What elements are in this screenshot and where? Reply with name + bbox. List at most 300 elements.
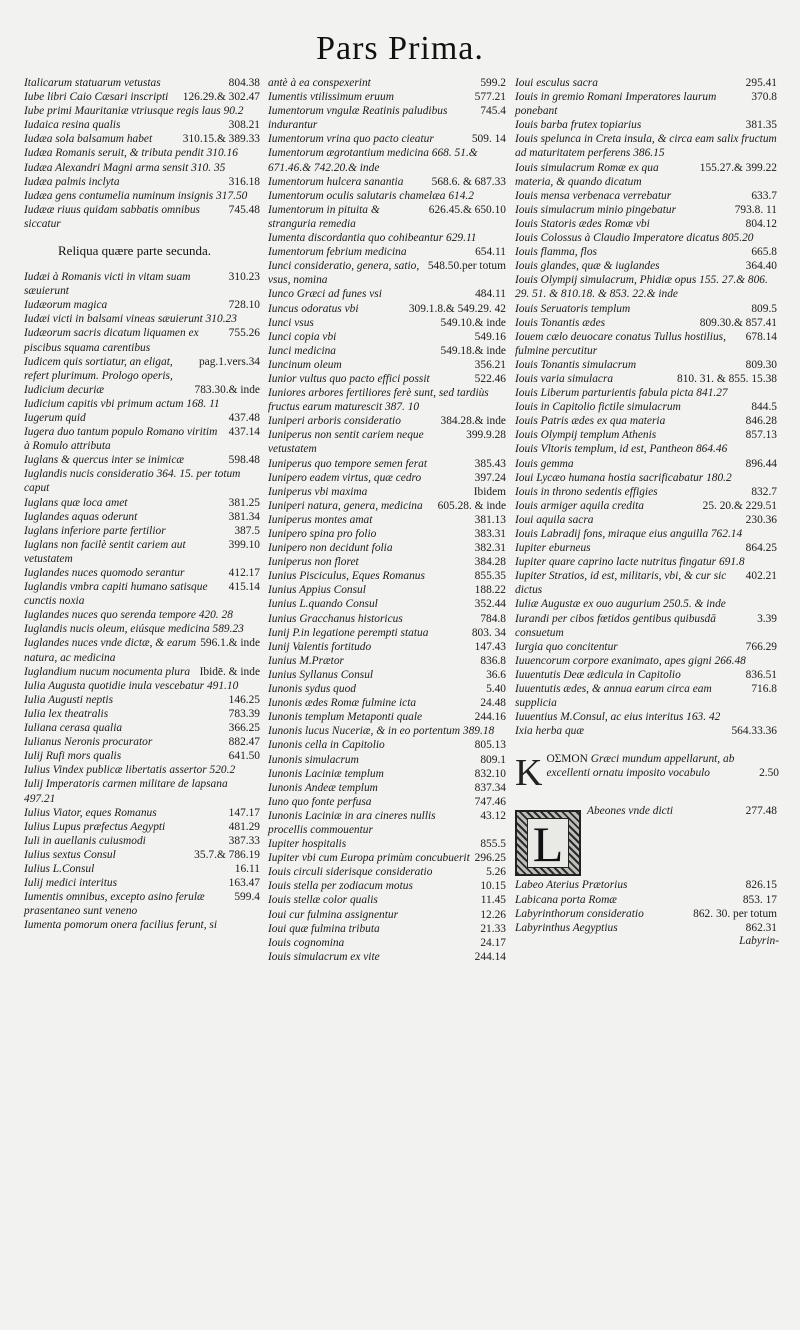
page-reference: 549.16 (474, 330, 506, 343)
index-entry (268, 372, 508, 386)
index-entry (268, 555, 508, 569)
entry-text: Iulius Vindex publicæ libertatis assertor 520.2 (24, 764, 236, 777)
page-reference: 836.51 (745, 668, 777, 681)
entry-text: Iuniperus montes amat (268, 513, 373, 526)
page-reference: 381.13 (474, 513, 506, 526)
index-entry (515, 442, 779, 456)
entry-text: Iouis Tonantis ædes (515, 316, 606, 329)
entry-text: Iunipero spina pro folio (268, 528, 377, 540)
entry-text: Iudæi victi in balsami vineas sæuierunt 310.23 (24, 313, 237, 326)
index-entry (268, 287, 508, 301)
entry-text: Iulij Rufi mors qualis (24, 750, 122, 763)
index-entry (24, 189, 262, 203)
index-entry (24, 622, 262, 636)
index-entry (268, 90, 508, 104)
entry-text: Iuniperus quo tempore semen ferat (268, 457, 428, 470)
page-reference: 370.8 (751, 91, 777, 104)
index-entry (268, 428, 508, 456)
index-entry (24, 355, 262, 383)
entry-text: Iouis mensa verbenaca verrebatur (515, 189, 672, 202)
index-entry (24, 665, 262, 679)
index-entry (24, 566, 262, 580)
entry-text: Iuniperi arboris consideratio (268, 415, 401, 428)
index-entry (24, 118, 262, 132)
index-column-3 (515, 76, 779, 947)
entry-text: Iudæa palmis inclyta (24, 175, 120, 188)
index-entry (24, 312, 262, 326)
page-reference: 633.7 (751, 189, 777, 202)
index-entry (515, 471, 779, 485)
entry-text: Iuglandis vmbra capiti humano satisque cunctis noxia (24, 581, 208, 608)
entry-text: Italicarum statuarum vetustas (24, 77, 161, 89)
entry-text: Abeones vnde dicti (587, 805, 674, 818)
index-entry (24, 820, 262, 834)
page-reference: 381.35 (745, 119, 777, 132)
index-entry (24, 538, 262, 566)
index-entry (268, 626, 508, 640)
entry-text: Iuuentius M.Consul, ac eius interitus 163. 42 (515, 711, 721, 724)
l-section (515, 804, 779, 946)
entry-text: Iuglans non facilè sentit cariem aut vetustatem (24, 538, 186, 565)
entry-text: Iuniperus non sentit cariem neque vetustatem (268, 429, 424, 456)
page-reference: 381.34 (228, 510, 260, 523)
page-reference: 296.25 (474, 852, 506, 865)
entry-text: Iouis Liberum parturientis fabula picta 841.27 (515, 387, 728, 400)
entry-text: Iuncinum oleum (268, 358, 342, 371)
page-reference: 803. 34 (471, 626, 506, 639)
entry-text: Iumentorum vrina quo pacto cieatur (268, 133, 434, 146)
page-reference: 397.24 (474, 471, 506, 484)
index-entry (515, 400, 779, 414)
page-reference: 3.39 (757, 612, 777, 625)
index-entry (515, 804, 779, 878)
page-reference: 599.2 (480, 77, 506, 89)
index-entry (515, 132, 779, 160)
page-reference: 665.8 (751, 246, 777, 259)
index-entry (24, 848, 262, 862)
index-entry (515, 358, 779, 372)
index-entry (515, 485, 779, 499)
index-entry (24, 132, 262, 146)
index-column-1 (24, 76, 262, 932)
index-entry (515, 76, 779, 90)
entry-text: Iouis varia simulacra (515, 372, 614, 385)
page-reference: 745.48 (228, 203, 260, 216)
index-entry (268, 612, 508, 626)
entry-text: Iumentorum hulcera sanantia (268, 175, 404, 188)
index-entry (24, 467, 262, 495)
page-reference: 244.14 (474, 950, 506, 963)
entry-text: Ioui Lycæo humana hostia sacrificabatur 180.2 (515, 471, 732, 484)
index-entry (268, 316, 508, 330)
index-entry (515, 893, 779, 907)
index-entry (268, 471, 508, 485)
index-entry (268, 795, 508, 809)
entry-text: Iumentis omnibus, excepto asino ferulæ prasentaneo sunt veneno (24, 891, 205, 918)
index-entry (515, 682, 779, 710)
entry-text: Iouis Labradij fons, miraque eius anguilla 762.14 (515, 528, 743, 540)
index-entry (268, 259, 508, 287)
page-reference: 146.25 (228, 693, 260, 706)
page-reference: 10.15 (480, 880, 506, 893)
index-entry (515, 386, 779, 400)
entry-text: Iugera duo tantum populo Romano viritim à Romulo attributa (24, 426, 218, 453)
page-reference: 599.4 (234, 891, 260, 904)
page-reference: 309.1.8.& 549.29. 42 (408, 302, 506, 315)
entry-text: Iouis simulacrum minio pingebatur (515, 203, 677, 216)
entry-text: Iouis armiger aquila credita (515, 499, 644, 512)
entry-text: Iunci medicina (268, 344, 337, 357)
entry-text: Iunij Valentis fortitudo (268, 640, 372, 653)
entry-text: Iuglandis nucis oleum, eiúsque medicina 589.23 (24, 623, 244, 636)
index-entry (24, 763, 262, 777)
page-reference: 366.25 (228, 722, 260, 735)
page-reference: 857.13 (745, 429, 777, 442)
page-reference: 5.40 (486, 683, 506, 696)
entry-text: Iouis simulacrum Romæ ex qua materia, & quando dicatum (515, 161, 659, 188)
entry-text: Iudicium decuriæ (24, 383, 105, 396)
page-reference: 747.46 (474, 795, 506, 808)
page-reference: 568.6. & 687.33 (431, 175, 506, 188)
index-entry (268, 527, 508, 541)
page-reference: 577.21 (474, 91, 506, 104)
page-reference: 412.17 (228, 567, 260, 579)
index-entry (24, 397, 262, 411)
entry-text: Iube libri Caio Cæsari inscripti (24, 91, 169, 104)
entry-text: Iuniperus vbi maxima (268, 485, 368, 498)
entry-text: Iunius M.Prætor (268, 654, 344, 667)
index-entry (24, 890, 262, 918)
index-entry (24, 918, 262, 932)
page-reference: 356.21 (474, 358, 506, 371)
page-reference: 399.9.28 (466, 429, 506, 442)
page-reference: 805.13 (474, 739, 506, 752)
entry-text: Iulij medici interitus (24, 877, 118, 890)
entry-text: Iuuentutis Deæ ædicula in Capitolio (515, 668, 681, 681)
page-reference: 882.47 (228, 736, 260, 749)
entry-text: Ioui cur fulmina assignentur (268, 908, 399, 921)
index-entry (268, 922, 508, 936)
index-entry (515, 457, 779, 471)
index-entry (268, 950, 508, 964)
entry-text: Iulia lex theatralis (24, 707, 109, 720)
index-entry (515, 302, 779, 316)
index-entry (268, 865, 508, 879)
index-entry (24, 777, 262, 805)
index-entry (24, 270, 262, 298)
index-entry (515, 245, 779, 259)
page-reference: 783.30.& inde (194, 383, 260, 396)
index-entry (24, 862, 262, 876)
entry-text: Iudææ riuus quidam sabbatis omnibus siccatur (24, 203, 200, 230)
entry-text: Iuglandes aquas oderunt (24, 510, 138, 523)
entry-text: Iudæorum magica (24, 299, 108, 312)
index-entry (268, 583, 508, 597)
entry-text: Iunius Pisciculus, Eques Romanus (268, 570, 425, 583)
entry-text: Iumentorum ægrotantium medicina 668. 51.& 671.46.& 742.20.& inde (268, 147, 478, 174)
index-entry (515, 330, 779, 358)
page-reference: 155.27.& 399.22 (699, 161, 777, 174)
entry-text: Labyrinthorum consideratio (515, 907, 644, 920)
page-reference: 126.29.& 302.47 (182, 91, 260, 104)
index-entry (268, 893, 508, 907)
entry-text: Iuglandes nuces vnde dictæ, & earum natura, ac medicina (24, 637, 197, 664)
entry-text: Iupiter Stratios, id est, militaris, vbi, & cur sic dictus (515, 570, 727, 597)
entry-text: Iulius Viator, eques Romanus (24, 806, 157, 819)
page-reference: Ibidem (473, 485, 506, 498)
index-entry (24, 161, 262, 175)
page-reference: 596.1.& inde (200, 637, 260, 650)
index-entry (24, 693, 262, 707)
entry-text: Iulius L.Consul (24, 862, 95, 875)
page-reference: 24.48 (480, 697, 506, 710)
page-reference: 766.29 (745, 640, 777, 653)
page-reference: 24.17 (480, 936, 506, 949)
entry-text: Iumentorum in pituita & stranguria remedia (268, 203, 380, 230)
index-entry (515, 668, 779, 682)
page-reference: 382.31 (474, 542, 506, 555)
page-reference: 844.5 (751, 401, 777, 414)
entry-text: Iunci vsus (268, 316, 314, 329)
index-entry (515, 541, 779, 555)
entry-text: Iunonis templum Metaponti quale (268, 711, 423, 724)
index-entry (24, 425, 262, 453)
entry-text: Iouis Seruatoris templum (515, 302, 631, 315)
page-reference: 605.28. & inde (437, 499, 506, 512)
entry-text: Iunonis ædes Romæ fulmine icta (268, 697, 417, 710)
index-entry (268, 640, 508, 654)
entry-text: Iuncus odoratus vbi (268, 302, 359, 315)
entry-text: Iulij Imperatoris carmen militare de lapsana 497.21 (24, 778, 228, 805)
index-entry (515, 203, 779, 217)
index-entry (24, 298, 262, 312)
page-reference: 548.50.per totum (427, 260, 506, 273)
index-entry (268, 175, 508, 189)
page-reference: 481.29 (228, 820, 260, 833)
index-entry (515, 90, 779, 118)
index-entry (24, 721, 262, 735)
index-entry (268, 668, 508, 682)
page-reference: 402.21 (745, 570, 777, 583)
entry-text: Iunonis cella in Capitolio (268, 739, 385, 752)
entry-text: Iunij P.in legatione perempti statua (268, 626, 429, 639)
entry-text: Iuglans & quercus inter se inimicæ (24, 454, 184, 467)
page-reference: 437.14 (228, 426, 260, 439)
entry-text: Labeo Aterius Prætorius (515, 879, 628, 892)
ornamental-initial-l: L (515, 810, 581, 876)
page-reference: 862. 30. per totum (693, 907, 777, 920)
page-reference: 716.8 (751, 683, 777, 696)
entry-text: Iouis Statoris ædes Romæ vbi (515, 217, 650, 230)
page-reference: 793.8. 11 (734, 203, 777, 216)
entry-text: Iouis spelunca in Creta insula, & circa eam salix fructum ad maturitatem perferens 386.15 (515, 133, 777, 160)
entry-text: Iunius L.quando Consul (268, 598, 378, 611)
page-reference: 35.7.& 786.19 (194, 848, 260, 861)
index-entry (515, 710, 779, 724)
index-entry (24, 876, 262, 890)
index-entry (268, 203, 508, 231)
page-reference: 598.48 (228, 454, 260, 467)
index-entry (268, 654, 508, 668)
page-reference: 25. 20.& 229.51 (702, 499, 777, 512)
kosmos-entry (515, 752, 779, 795)
index-entry (515, 372, 779, 386)
entry-text: Iuuentutis ædes, & annua earum circa eam supplicia (515, 683, 712, 710)
entry-text: Iouis in gremio Romani Imperatores laurum ponebant (515, 91, 717, 118)
page-reference: 12.26 (480, 908, 506, 921)
entry-text: Iuglandes nuces quo serenda tempore 420. 28 (24, 609, 233, 622)
entry-text: Iouis Olympij simulacrum, Phidiæ opus 155. 27.& 806. 29. 51. & 810.18. & 853. 22.& inde (515, 274, 768, 301)
entry-text: Iumentorum vngulæ Reatinis paludibus indurantur (268, 105, 448, 132)
page-reference: 549.10.& inde (440, 316, 506, 329)
page-reference: pag.1.vers.34 (198, 355, 260, 368)
index-entry (515, 189, 779, 203)
page-reference: 188.22 (474, 584, 506, 597)
page-reference: 809.1 (480, 753, 506, 766)
entry-text: Iouis circuli siderisque consideratio (268, 866, 433, 879)
index-entry (268, 851, 508, 865)
index-entry (515, 259, 779, 273)
page-reference: 147.43 (474, 640, 506, 653)
page-reference: 626.45.& 650.10 (428, 203, 506, 216)
index-column-2 (268, 76, 508, 964)
index-entry (268, 330, 508, 344)
entry-text: Iouis Olympij templum Athenis (515, 429, 657, 442)
index-entry (268, 781, 508, 795)
page-reference: 826.15 (745, 879, 777, 892)
index-entry (515, 217, 779, 231)
entry-text: Iuliæ Augustæ ex ouo augurium 250.5. & inde (515, 598, 726, 611)
page-reference: 387.5 (234, 524, 260, 537)
entry-text: Iugerum quid (24, 411, 86, 424)
page-reference: 564.33.36 (731, 725, 777, 738)
entry-text: Iunius Gracchanus historicus (268, 612, 403, 625)
drop-cap-k: K (515, 752, 543, 795)
index-entry (515, 640, 779, 654)
entry-text: Iumentis vtilissimum eruum (268, 91, 394, 104)
entry-text: antè à ea conspexerint (268, 77, 371, 89)
page-reference: 385.43 (474, 457, 506, 470)
index-entry (24, 608, 262, 622)
page-reference: 437.48 (228, 411, 260, 424)
page-reference: 846.28 (745, 415, 777, 428)
entry-text: Iunius Appius Consul (268, 584, 366, 597)
entry-text: Iouis stellæ color qualis (268, 894, 378, 907)
index-entry (515, 907, 779, 921)
entry-text: Iouis Vltoris templum, id est, Pantheon 864.46 (515, 443, 728, 456)
entry-text: Iunius Syllanus Consul (268, 668, 374, 681)
entry-text: Iouis Patris ædes ex qua materia (515, 415, 666, 428)
index-entry (24, 580, 262, 608)
index-entry (515, 654, 779, 668)
kosmos-text: Græci mundum appellarunt, ab excellenti ornatu imposito vocabulo (546, 753, 735, 780)
index-entry (24, 834, 262, 848)
entry-text: Iumenta pomorum onera facilius ferunt, si (24, 919, 217, 932)
page-reference: 832.10 (474, 767, 506, 780)
index-entry (268, 908, 508, 922)
index-entry (24, 411, 262, 425)
entry-text: Iulia Augusta quotidie inula vescebatur 491.10 (24, 679, 239, 692)
index-entry (24, 707, 262, 721)
page-reference: 277.48 (745, 805, 777, 818)
index-entry (268, 358, 508, 372)
index-entry (268, 146, 508, 174)
page-reference: 387.33 (228, 834, 260, 847)
entry-text: Iudaica resina qualis (24, 119, 121, 132)
index-entry (268, 189, 508, 203)
page-reference: 804.12 (745, 217, 777, 230)
page-reference: 522.46 (474, 372, 506, 385)
entry-text: Iuglans inferiore parte fertilior (24, 524, 166, 537)
page-reference: 809.30.& 857.41 (699, 316, 777, 329)
index-entry (268, 302, 508, 316)
index-entry (268, 936, 508, 950)
entry-text: Iuglans quæ loca amet (24, 496, 128, 509)
index-entry (268, 231, 508, 245)
entry-text: Iunonis Laciniæ templum (268, 767, 384, 780)
entry-text: Iulius Lupus præfectus Aegypti (24, 820, 166, 833)
entry-text: Iudæa Romanis seruit, & tributa pendit 310.16 (24, 147, 238, 160)
page-reference: 352.44 (474, 598, 506, 611)
page-reference: 728.10 (228, 299, 260, 312)
page-reference: 308.21 (228, 119, 260, 132)
entry-text: Iulia Augusti neptis (24, 693, 114, 706)
index-entry (24, 104, 262, 118)
entry-text: Iunonis Andeæ templum (268, 781, 378, 794)
page-reference: 5.26 (486, 866, 506, 879)
kosmos-ref: 2.50 (759, 767, 779, 780)
page-reference: 832.7 (751, 485, 777, 498)
index-entry (24, 203, 262, 231)
entry-text: Iuglandes nuces quomodo serantur (24, 567, 185, 579)
section-note: Reliqua quære parte secunda. (58, 243, 212, 259)
index-entry (268, 344, 508, 358)
index-entry (24, 146, 262, 160)
index-entry (268, 809, 508, 837)
index-entry (268, 569, 508, 583)
entry-text: Iunci consideratio, genera, satio, vsus, nomina (268, 260, 420, 287)
page-reference: 310.15.& 389.33 (182, 133, 260, 146)
page-reference: 310.23 (228, 271, 260, 284)
kosmos-word: ΟΣΜΟΝ (546, 753, 588, 766)
index-entry (515, 555, 779, 569)
page-reference: 864.25 (745, 542, 777, 555)
entry-text: Iouis simulacrum ex vite (268, 950, 380, 963)
entry-text: Iudæa Alexandri Magni arma sensit 310. 35 (24, 161, 226, 174)
entry-text: Iumentorum oculis salutaris chamelæa 614.2 (268, 189, 474, 202)
entry-text: Iouis flamma, flos (515, 246, 597, 259)
index-entry (24, 806, 262, 820)
index-entry (24, 524, 262, 538)
entry-text: Iupiter quare caprino lacte nutritus fingatur 691.8 (515, 556, 745, 569)
entry-text: Iouis glandes, quæ & iuglandes (515, 260, 660, 273)
page-reference: 549.18.& inde (440, 344, 506, 357)
entry-text: Iumentorum febrium medicina (268, 246, 407, 259)
page-reference: 755.26 (228, 327, 260, 340)
index-entry (24, 749, 262, 763)
index-entry (268, 724, 508, 738)
page-reference: 244.16 (474, 711, 506, 724)
page-reference: 654.11 (475, 246, 506, 259)
page-reference: 784.8 (480, 612, 506, 625)
entry-text: Iuli in auellanis cuiusmodi (24, 834, 146, 847)
index-entry (515, 499, 779, 513)
index-entry (24, 453, 262, 467)
index-entry (515, 316, 779, 330)
entry-text: Iunipero non decidunt folia (268, 542, 393, 555)
index-entry (515, 273, 779, 301)
index-entry (268, 753, 508, 767)
